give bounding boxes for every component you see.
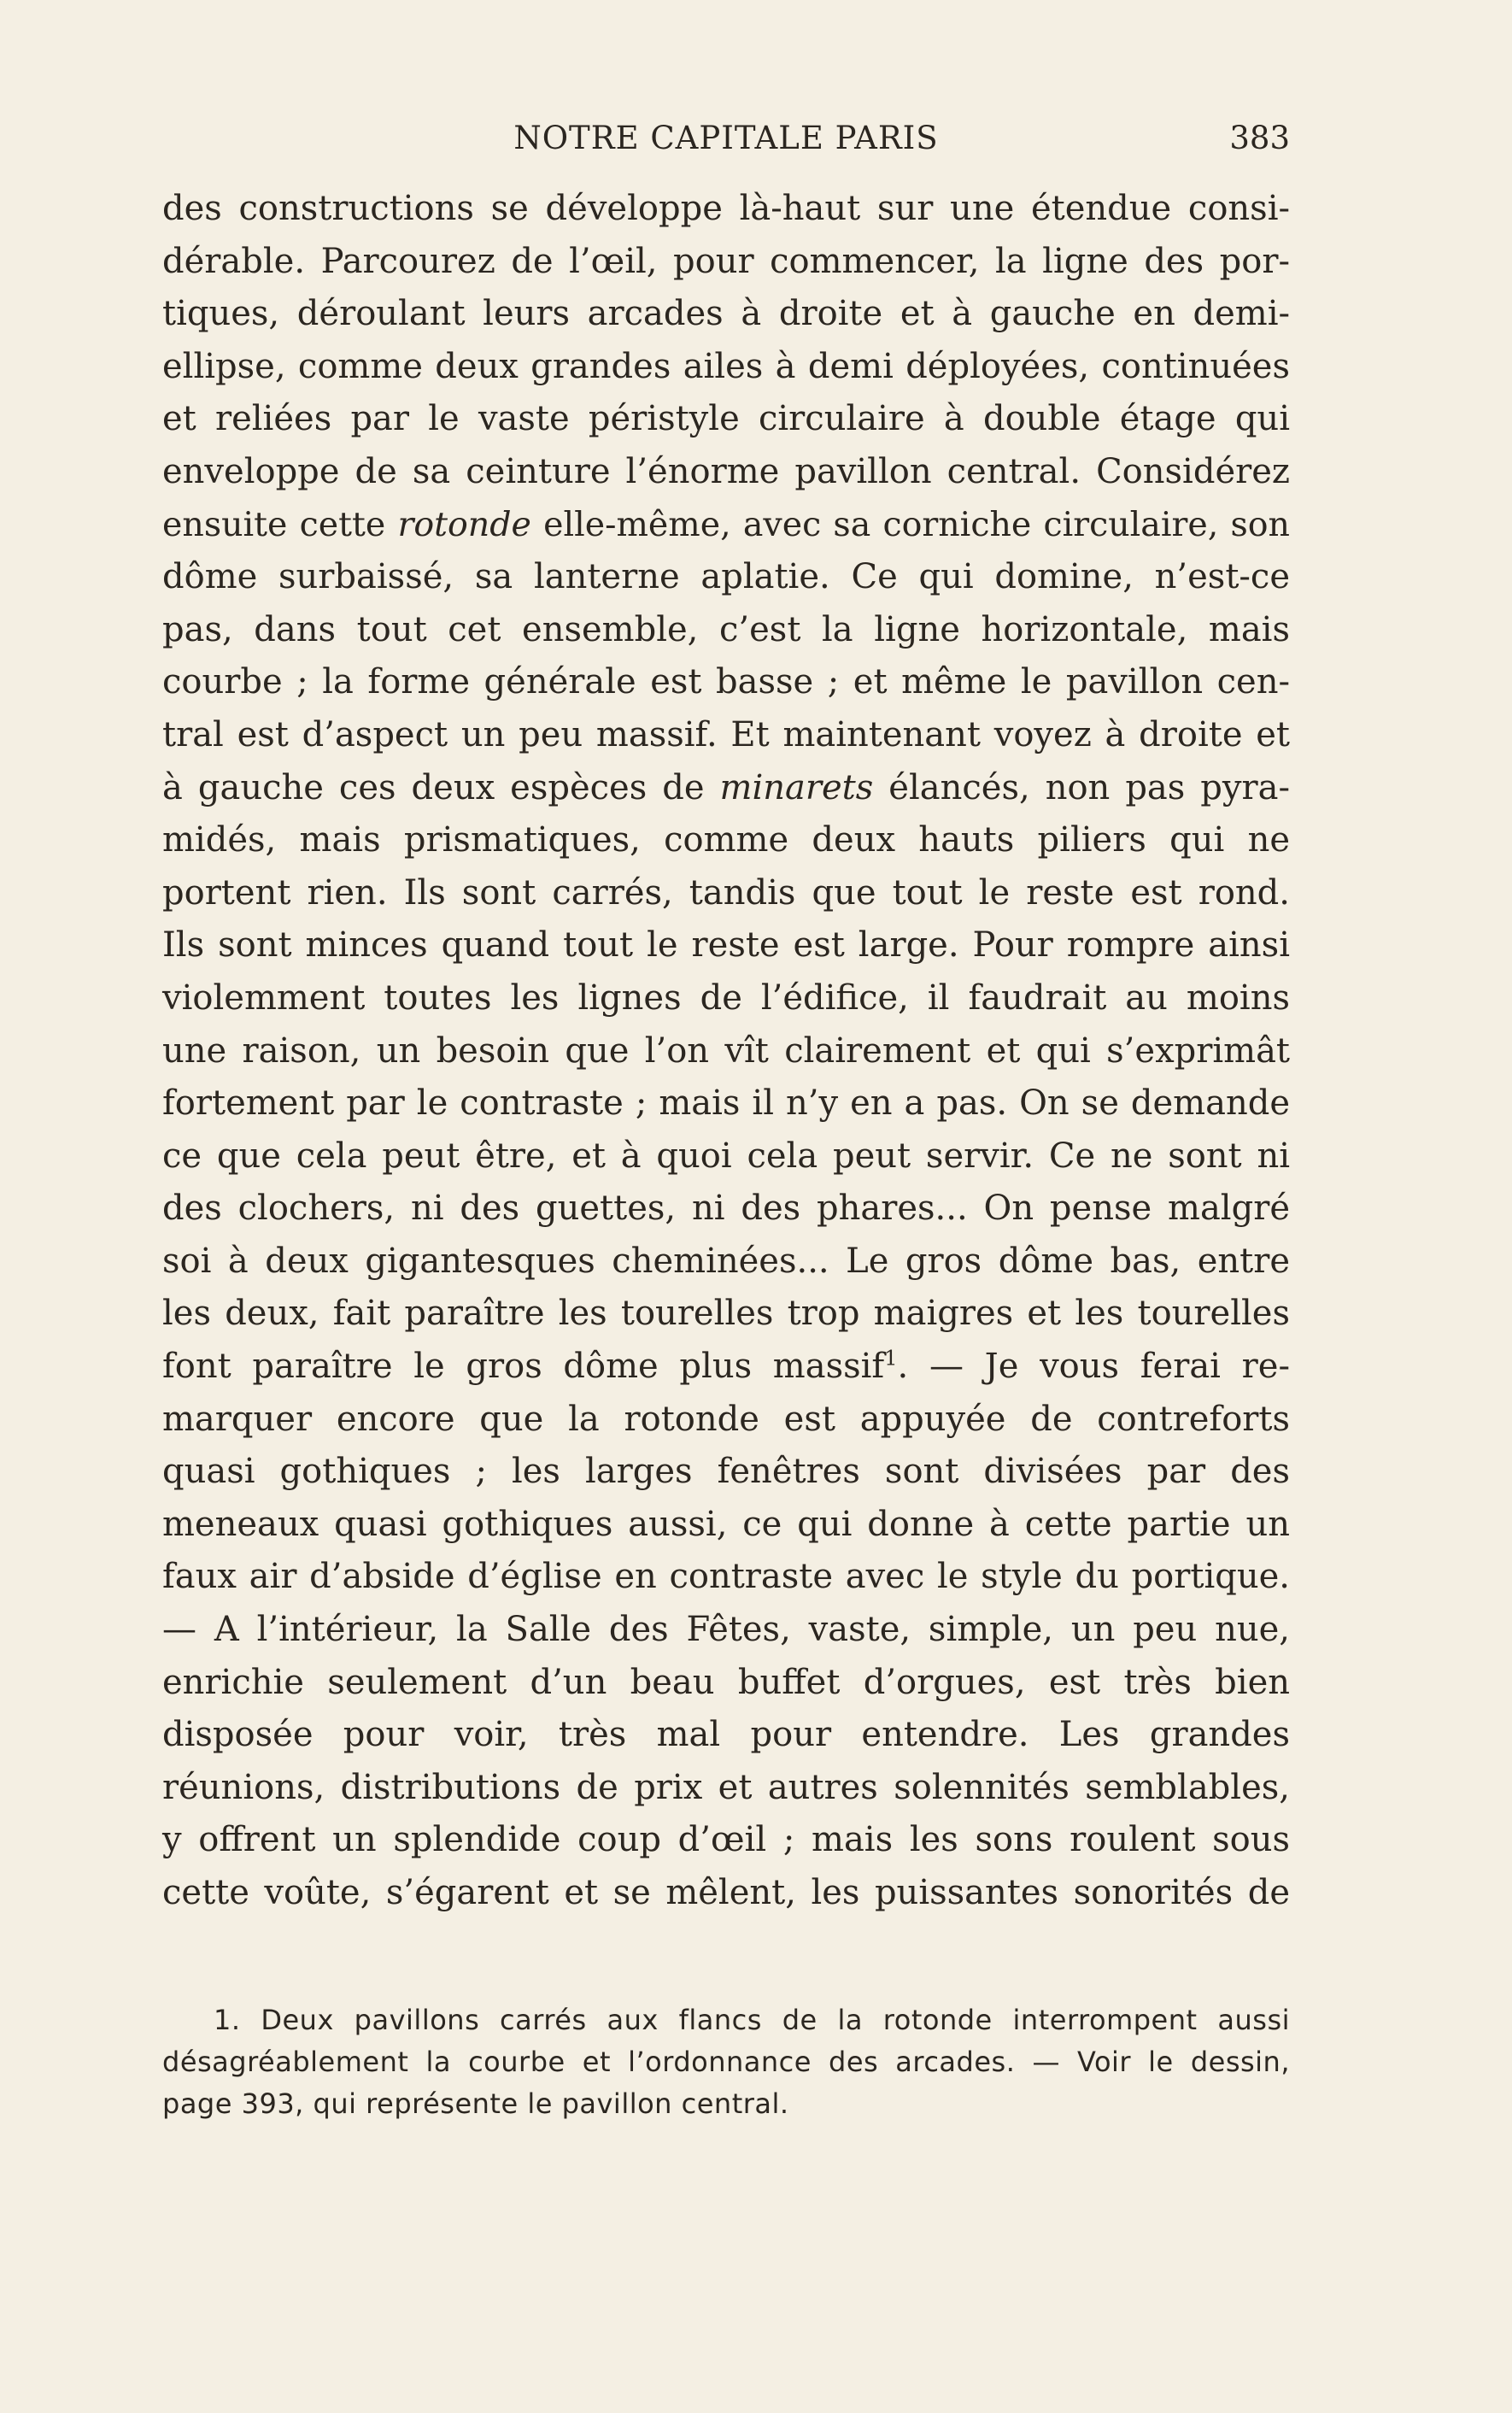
text-line (162, 1341, 1290, 1394)
text-line: fortement par le contraste ; mais il n’y en a pas. On se demande (162, 1083, 1290, 1124)
footnote-marker: 1 (884, 1346, 898, 1371)
text-line: une raison, un besoin que l’on vît clairement et qui s’exprimât (162, 1030, 1290, 1071)
text-line: ellipse, comme deux grandes ailes à demi déployées, continuées (162, 346, 1290, 386)
text-line: les deux, fait paraître les tourelles trop maigres et les tourelles (162, 1294, 1290, 1334)
footnote (162, 1999, 1290, 2125)
text-line: marquer encore que la rotonde est appuyée de contreforts (162, 1399, 1290, 1439)
running-head (162, 120, 1290, 162)
text-line (162, 762, 1290, 815)
text-line: enveloppe de sa ceinture l’énorme pavillon central. Considérez (162, 451, 1290, 491)
text-line: dérable. Parcourez de l’œil, pour commencer, la ligne des por- (162, 241, 1290, 281)
text-line: portent rien. Ils sont carrés, tandis que tout le reste est rond. (162, 872, 1290, 913)
text-line: y offrent un splendide coup d’œil ; mais les sons roulent sous (162, 1820, 1290, 1860)
text-line: quasi gothiques ; les larges fenêtres sont divisées par des (162, 1452, 1290, 1492)
text-segment: . — Je vous ferai re- (897, 1347, 1290, 1387)
text-line: dôme surbaissé, sa lanterne aplatie. Ce qui domine, n’est-ce (162, 557, 1290, 597)
text-line: enrichie seulement d’un beau buffet d’orgues, est très bien (162, 1662, 1290, 1702)
text-line: — A l’intérieur, la Salle des Fêtes, vaste, simple, un peu nue, (162, 1610, 1290, 1650)
italic-word: rotonde (397, 504, 531, 544)
text-line: tiques, déroulant leurs arcades à droite et à gauche en demi- (162, 294, 1290, 334)
text-line: tral est d’aspect un peu massif. Et maintenant voyez à droite et (162, 714, 1290, 754)
text-line: Ils sont minces quand tout le reste est large. Pour rompre ainsi (162, 925, 1290, 966)
text-line: des clochers, ni des guettes, ni des phares... On pense malgré (162, 1189, 1290, 1229)
text-line: et reliées par le vaste péristyle circulaire à double étage qui (162, 399, 1290, 439)
footnote-line: 1. Deux pavillons carrés aux flancs de la rotonde interrompent aussi (214, 2004, 1290, 2036)
footnote-line: désagréablement la courbe et l’ordonnance des arcades. — Voir le dessin, (162, 2046, 1290, 2078)
body-text (162, 183, 1290, 1920)
text-segment: à gauche ces deux espèces de (162, 767, 720, 807)
text-line: faux air d’abside d’église en contraste avec le style du portique. (162, 1557, 1290, 1597)
italic-word: minarets (719, 767, 874, 807)
footnote-line: page 393, qui représente le pavillon central. (162, 2087, 789, 2120)
text-segment: ensuite cette (162, 504, 398, 544)
text-line: disposée pour voir, très mal pour entendre. Les grandes (162, 1715, 1290, 1755)
text-line: soi à deux gigantesques cheminées... Le gros dôme bas, entre (162, 1241, 1290, 1281)
text-line (162, 499, 1290, 552)
text-segment: font paraître le gros dôme plus massif (162, 1347, 885, 1387)
text-line: meneaux quasi gothiques aussi, ce qui donne à cette partie un (162, 1504, 1290, 1544)
text-line: réunions, distributions de prix et autres solennités semblables, (162, 1767, 1290, 1807)
text-segment: elle-même, avec sa corniche circulaire, son (530, 504, 1290, 544)
running-title: NOTRE CAPITALE PARIS (513, 120, 939, 156)
text-line: midés, mais prismatiques, comme deux hauts piliers qui ne (162, 820, 1290, 860)
page-number: 383 (1229, 120, 1290, 156)
text-segment: élancés, non pas pyra- (873, 767, 1290, 807)
text-line: cette voûte, s’égarent et se mêlent, les puissantes sonorités de (162, 1873, 1290, 1912)
text-line: courbe ; la forme générale est basse ; et même le pavillon cen- (162, 662, 1290, 702)
text-line: violemment toutes les lignes de l’édifice, il faudrait au moins (162, 978, 1290, 1018)
text-line: des constructions se développe là-haut sur une étendue consi- (162, 189, 1290, 228)
text-line: ce que cela peut être, et à quoi cela peut servir. Ce ne sont ni (162, 1136, 1290, 1176)
text-line: pas, dans tout cet ensemble, c’est la ligne horizontale, mais (162, 609, 1290, 649)
